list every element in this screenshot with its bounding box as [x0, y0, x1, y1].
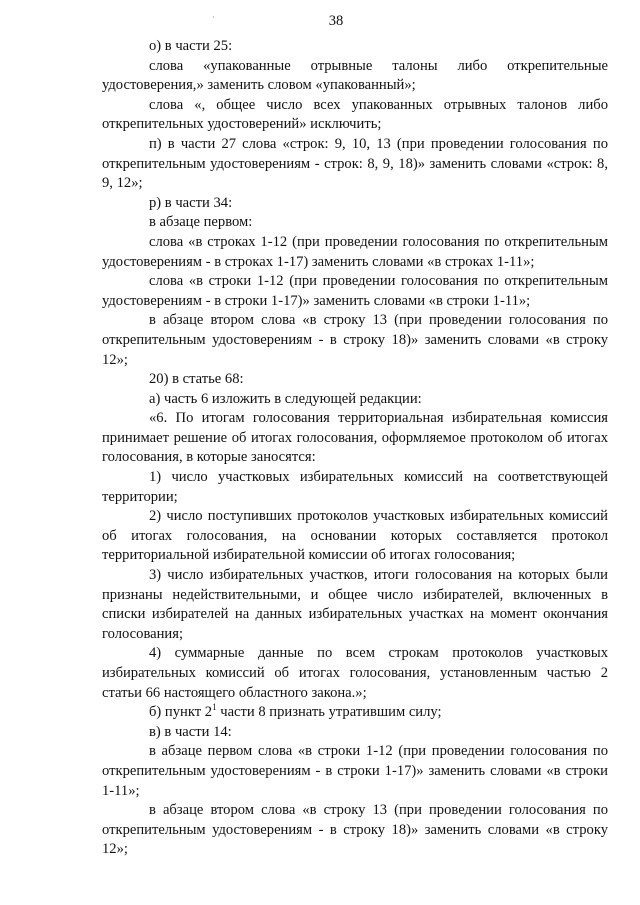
list-item: 1) число участковых избирательных комиссий на соответствующей территории;	[102, 469, 608, 505]
paragraph: слова «, общее число всех упакованных отрывных талонов либо открепительных удостоверений» исключить;	[102, 96, 608, 133]
paragraph: 20) в статье 68:	[149, 371, 244, 388]
list-item: 2) число поступивших протоколов участковых избирательных комиссий об итогах голосования, на основании которых составляется протокол территориальной избирательной комиссии об итогах голосования;	[102, 508, 608, 564]
page-number: 38	[328, 13, 344, 29]
list-item: 4) суммарные данные по всем строкам протоколов участковых избирательных комиссий об итогах голосования, установленным частью 2 статьи 66 настоящего областного закона.»;	[102, 645, 608, 701]
paragraph: слова «упакованные отрывные талоны либо открепительные удостоверения,» заменить словом «упакованный»;	[102, 57, 608, 94]
paragraph	[102, 703, 608, 723]
paragraph: слова «в строки 1-12 (при проведении голосования по открепительным удостоверениям - в строки 1-17)» заменить словами «в строки 1-11»;	[102, 273, 608, 309]
paragraph-text: части 8 признать утратившим силу;	[216, 704, 442, 721]
scan-speck: ·	[212, 13, 215, 22]
paragraph-text: б) пункт 2	[149, 704, 213, 721]
paragraph: слова «в строках 1-12 (при проведении голосования по открепительным удостоверениям - в строках 1-17) заменить словами «в строках 1-11»;	[102, 233, 608, 270]
paragraph: в абзаце втором слова «в строку 13 (при проведении голосования по открепительным удостоверениям - в строку 18)» заменить словами «в строку 12»;	[102, 312, 608, 368]
paragraph: в) в части 14:	[149, 723, 232, 740]
list-item: 3) число избирательных участков, итоги голосования на которых были признаны недействительными, и общее число избирателей, включенных в списки избирателей на данных избирательных участках на момент окончания голосования;	[102, 567, 608, 642]
paragraph: в абзаце первом:	[149, 214, 253, 231]
paragraph: п) в части 27 слова «строк: 9, 10, 13 (при проведении голосования по открепительным удостоверениям - строк: 8, 9, 18)» заменить словами «строк: 8, 9, 12»;	[102, 135, 608, 192]
superscript: 1	[212, 702, 217, 713]
paragraph: в абзаце первом слова «в строки 1-12 (при проведении голосования по открепительным удостоверениям - в строки 1-17)» заменить словами «в строки 1-11»;	[102, 743, 608, 799]
paragraph: а) часть 6 изложить в следующей редакции:	[149, 390, 422, 407]
paragraph: в абзаце втором слова «в строку 13 (при проведении голосования по открепительным удостоверениям - в строку 18)» заменить словами «в строку 12»;	[102, 802, 608, 858]
quoted-paragraph: «6. По итогам голосования территориальная избирательная комиссия принимает решение об итогах голосования, оформляемое протоколом об итогах голосования, в которые заносятся:	[102, 410, 608, 466]
document-body	[102, 37, 608, 860]
paragraph: р) в части 34:	[149, 194, 233, 211]
paragraph: о) в части 25:	[149, 38, 233, 54]
